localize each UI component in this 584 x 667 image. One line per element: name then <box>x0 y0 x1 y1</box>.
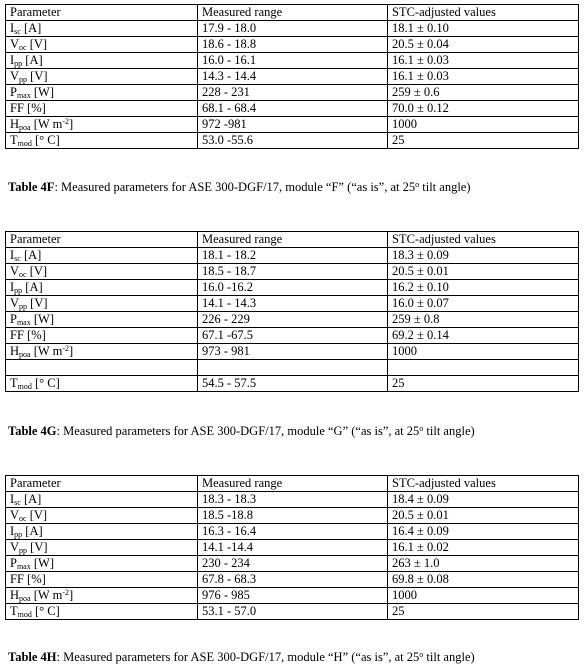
table-row <box>6 328 579 344</box>
parameter-cell: $I_{sc}$ [A] <box>6 492 198 508</box>
parameter-cell: $I_{pp}$ [A] <box>6 280 198 296</box>
table-row <box>6 540 579 556</box>
range-cell: 14.3 - 14.4 <box>198 69 388 85</box>
caption-text: : Measured parameters for ASE 300-DGF/17, module “H” (“as is”, at 25 <box>56 650 420 664</box>
range-cell: 18.5 - 18.7 <box>198 264 388 280</box>
stc-cell: 16.1 ± 0.02 <box>388 540 579 556</box>
range-cell: 53.1 - 57.0 <box>198 604 388 620</box>
parameter-cell: $V_{oc}$ [V] <box>6 264 198 280</box>
range-cell: 53.0 -55.6 <box>198 133 388 149</box>
caption-label: Table 4F <box>8 180 55 194</box>
parameter-cell: $V_{pp}$ [V] <box>6 540 198 556</box>
table-4g <box>5 231 579 392</box>
range-cell: 54.5 - 57.5 <box>198 376 388 392</box>
stc-cell: 20.5 ± 0.04 <box>388 37 579 53</box>
range-cell: 67.1 -67.5 <box>198 328 388 344</box>
range-cell: 16.3 - 16.4 <box>198 524 388 540</box>
parameter-cell: $H_{poa}$ [W $m^{-2}$] <box>6 588 198 604</box>
range-cell: 67.8 - 68.3 <box>198 572 388 588</box>
range-cell: 973 - 981 <box>198 344 388 360</box>
range-cell: 14.1 - 14.3 <box>198 296 388 312</box>
stc-cell: 259 ± 0.8 <box>388 312 579 328</box>
header-measured-range: Measured range <box>198 476 388 492</box>
stc-cell: 16.4 ± 0.09 <box>388 524 579 540</box>
table-4h <box>5 475 579 620</box>
range-cell: 14.1 -14.4 <box>198 540 388 556</box>
parameter-cell: $P_{max}$ [W] <box>6 85 198 101</box>
caption-text: : Measured parameters for ASE 300-DGF/17, module “G” (“as is”, at 25 <box>56 424 420 438</box>
range-cell: 228 - 231 <box>198 85 388 101</box>
range-cell: 16.0 -16.2 <box>198 280 388 296</box>
header-parameter: Parameter <box>6 232 198 248</box>
range-cell: 68.1 - 68.4 <box>198 101 388 117</box>
header-stc-adjusted: STC-adjusted values <box>388 232 579 248</box>
stc-cell: 263 ± 1.0 <box>388 556 579 572</box>
table-row <box>6 604 579 620</box>
parameter-cell: $P_{max}$ [W] <box>6 312 198 328</box>
caption-text: : Measured parameters for ASE 300-DGF/17, module “F” (“as is”, at 25 <box>54 180 416 194</box>
table-row <box>6 296 579 312</box>
table-row <box>6 588 579 604</box>
parameter-cell: $T_{mod}$ [° C] <box>6 133 198 149</box>
blank-row <box>6 360 579 376</box>
empty-cell <box>198 360 388 376</box>
parameter-cell: $V_{oc}$ [V] <box>6 37 198 53</box>
table-row <box>6 492 579 508</box>
stc-cell: 25 <box>388 133 579 149</box>
parameter-cell: $V_{pp}$ [V] <box>6 296 198 312</box>
table-header-row <box>6 5 579 21</box>
range-cell: 18.6 - 18.8 <box>198 37 388 53</box>
parameter-cell: $T_{mod}$ [° C] <box>6 376 198 392</box>
table-row <box>6 37 579 53</box>
range-cell: 18.1 - 18.2 <box>198 248 388 264</box>
table-row <box>6 264 579 280</box>
stc-cell: 25 <box>388 604 579 620</box>
parameter-cell: $I_{pp}$ [A] <box>6 53 198 69</box>
table-4f-caption: Table 4F: Measured parameters for ASE 300-DGF/17, module “F” (“as is”, at 25$^o$ tilt angle) <box>8 180 471 194</box>
table-row <box>6 556 579 572</box>
stc-cell: 1000 <box>388 588 579 604</box>
table-row <box>6 69 579 85</box>
parameter-cell: FF [%] <box>6 572 198 588</box>
empty-cell <box>6 360 198 376</box>
range-cell: 18.5 -18.8 <box>198 508 388 524</box>
range-cell: 972 -981 <box>198 117 388 133</box>
header-stc-adjusted: STC-adjusted values <box>388 5 579 21</box>
range-cell: 230 - 234 <box>198 556 388 572</box>
range-cell: 18.3 - 18.3 <box>198 492 388 508</box>
range-cell: 16.0 - 16.1 <box>198 53 388 69</box>
parameter-cell: FF [%] <box>6 328 198 344</box>
empty-cell <box>388 360 579 376</box>
parameter-cell: $I_{sc}$ [A] <box>6 21 198 37</box>
stc-cell: 69.8 ± 0.08 <box>388 572 579 588</box>
stc-cell: 1000 <box>388 344 579 360</box>
table-row <box>6 117 579 133</box>
stc-cell: 16.2 ± 0.10 <box>388 280 579 296</box>
stc-cell: 16.1 ± 0.03 <box>388 69 579 85</box>
stc-cell: 16.1 ± 0.03 <box>388 53 579 69</box>
stc-cell: 16.0 ± 0.07 <box>388 296 579 312</box>
table-row <box>6 85 579 101</box>
table-4h-caption: Table 4H: Measured parameters for ASE 300-DGF/17, module “H” (“as is”, at 25$^o$ tilt angle) <box>8 650 475 664</box>
header-stc-adjusted: STC-adjusted values <box>388 476 579 492</box>
table-row <box>6 53 579 69</box>
parameter-cell: $V_{oc}$ [V] <box>6 508 198 524</box>
stc-cell: 20.5 ± 0.01 <box>388 264 579 280</box>
parameter-cell: $I_{pp}$ [A] <box>6 524 198 540</box>
table-row <box>6 508 579 524</box>
range-cell: 226 - 229 <box>198 312 388 328</box>
stc-cell: 18.1 ± 0.10 <box>388 21 579 37</box>
stc-cell: 20.5 ± 0.01 <box>388 508 579 524</box>
range-cell: 976 - 985 <box>198 588 388 604</box>
table-4g-caption: Table 4G: Measured parameters for ASE 300-DGF/17, module “G” (“as is”, at 25$^o$ tilt angle) <box>8 424 475 438</box>
stc-cell: 259 ± 0.6 <box>388 85 579 101</box>
table-4f <box>5 4 579 149</box>
parameter-cell: $T_{mod}$ [° C] <box>6 604 198 620</box>
parameter-cell: $I_{sc}$ [A] <box>6 248 198 264</box>
parameter-cell: $H_{poa}$ [W $m^{-2}$] <box>6 344 198 360</box>
range-cell: 17.9 - 18.0 <box>198 21 388 37</box>
parameter-cell: $V_{pp}$ [V] <box>6 69 198 85</box>
stc-cell: 18.4 ± 0.09 <box>388 492 579 508</box>
table-row <box>6 101 579 117</box>
stc-cell: 70.0 ± 0.12 <box>388 101 579 117</box>
header-parameter: Parameter <box>6 476 198 492</box>
stc-cell: 18.3 ± 0.09 <box>388 248 579 264</box>
stc-cell: 69.2 ± 0.14 <box>388 328 579 344</box>
table-row <box>6 133 579 149</box>
parameter-cell: $P_{max}$ [W] <box>6 556 198 572</box>
parameter-cell: $H_{poa}$ [W $m^{-2}$] <box>6 117 198 133</box>
table-row <box>6 376 579 392</box>
stc-cell: 1000 <box>388 117 579 133</box>
table-row <box>6 572 579 588</box>
parameter-cell: FF [%] <box>6 101 198 117</box>
stc-cell: 25 <box>388 376 579 392</box>
table-header-row <box>6 476 579 492</box>
header-parameter: Parameter <box>6 5 198 21</box>
header-measured-range: Measured range <box>198 232 388 248</box>
caption-label: Table 4H <box>8 650 57 664</box>
table-header-row <box>6 232 579 248</box>
table-row <box>6 248 579 264</box>
table-row <box>6 344 579 360</box>
table-row <box>6 21 579 37</box>
caption-label: Table 4G <box>8 424 57 438</box>
table-row <box>6 280 579 296</box>
header-measured-range: Measured range <box>198 5 388 21</box>
table-row <box>6 524 579 540</box>
table-row <box>6 312 579 328</box>
